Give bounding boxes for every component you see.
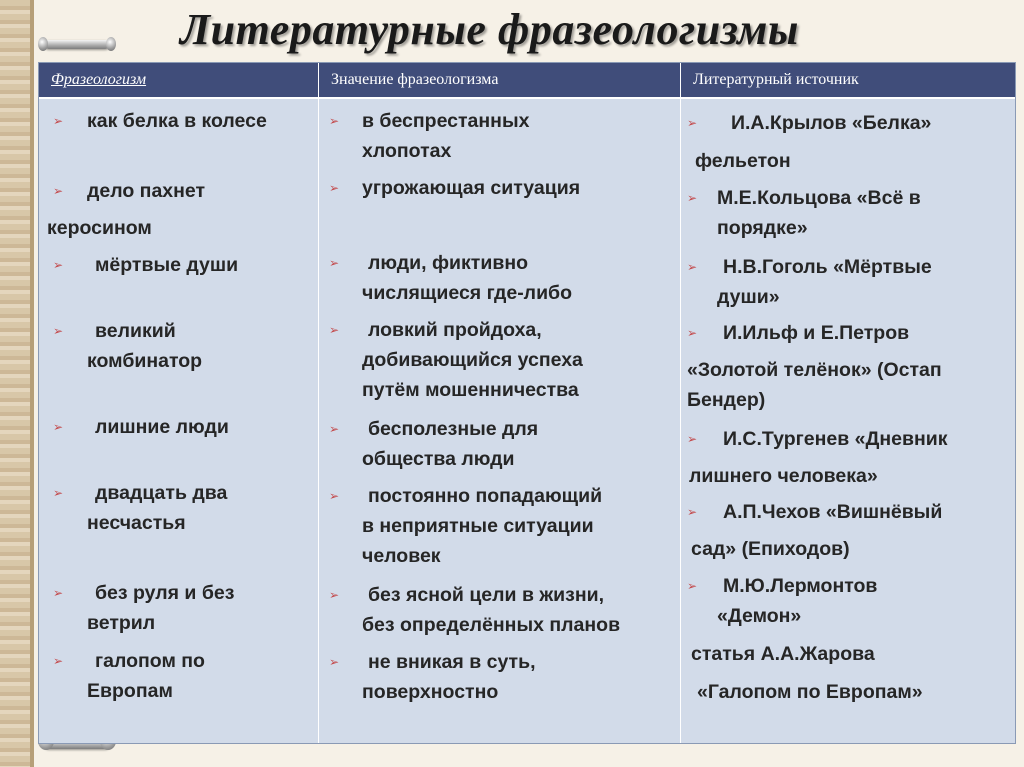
bullet-arrow-icon: ➢ xyxy=(53,486,64,500)
bullet-arrow-icon: ➢ xyxy=(687,505,698,519)
meaning-text: хлопотах xyxy=(362,140,452,162)
source-text: порядке» xyxy=(717,217,808,239)
meaning-text: добивающийся успеха xyxy=(362,349,583,371)
source-text: души» xyxy=(717,286,780,308)
source-text: «Демон» xyxy=(717,605,802,627)
bullet-arrow-icon: ➢ xyxy=(687,432,698,446)
phraseologism-text: великий xyxy=(95,320,176,342)
bullet-arrow-icon: ➢ xyxy=(687,116,698,130)
source-text: Бендер) xyxy=(687,389,766,411)
phraseologism-text: без руля и без xyxy=(95,582,235,604)
phraseologism-text: двадцать два xyxy=(95,482,228,504)
source-text: «Золотой телёнок» (Остап xyxy=(687,359,942,381)
source-text: сад» (Епиходов) xyxy=(691,538,850,560)
decorative-scroll-rod-top xyxy=(44,40,110,49)
source-text: фельетон xyxy=(695,150,791,172)
phraseologism-text: ветрил xyxy=(87,612,156,634)
bullet-arrow-icon: ➢ xyxy=(687,191,698,205)
phraseologism-text: как белка в колесе xyxy=(87,110,267,132)
table-header xyxy=(39,63,1015,99)
bullet-arrow-icon: ➢ xyxy=(53,420,64,434)
bullet-arrow-icon: ➢ xyxy=(329,655,340,669)
bullet-arrow-icon: ➢ xyxy=(53,184,64,198)
slide-title: Литературные фразеологизмы xyxy=(180,5,799,54)
meaning-text: не вникая в суть, xyxy=(368,651,536,673)
source-text: лишнего человека» xyxy=(689,465,878,487)
meaning-text: ловкий пройдоха, xyxy=(368,319,542,341)
bullet-arrow-icon: ➢ xyxy=(329,422,340,436)
source-text: М.Ю.Лермонтов xyxy=(723,575,878,597)
phraseologism-text: мёртвые души xyxy=(95,254,239,276)
meaning-text: поверхностно xyxy=(362,681,499,703)
meaning-text: человек xyxy=(362,545,441,567)
phraseologism-text: лишние люди xyxy=(95,416,229,438)
source-text: И.С.Тургенев «Дневник xyxy=(723,428,948,450)
meaning-text: без ясной цели в жизни, xyxy=(368,584,605,606)
bullet-arrow-icon: ➢ xyxy=(687,326,698,340)
source-text: «Галопом по Европам» xyxy=(697,681,923,703)
source-text: Н.В.Гоголь «Мёртвые xyxy=(723,256,932,278)
meaning-text: путём мошенничества xyxy=(362,379,579,401)
bullet-arrow-icon: ➢ xyxy=(329,588,340,602)
source-text: И.А.Крылов «Белка» xyxy=(731,112,932,134)
bullet-arrow-icon: ➢ xyxy=(53,586,64,600)
source-text: М.Е.Кольцова «Всё в xyxy=(717,187,921,209)
header-source: Литературный источник xyxy=(693,71,859,88)
bullet-arrow-icon: ➢ xyxy=(687,579,698,593)
bullet-arrow-icon: ➢ xyxy=(53,324,64,338)
meaning-text: в неприятные ситуации xyxy=(362,515,594,537)
bullet-arrow-icon: ➢ xyxy=(53,114,64,128)
bullet-arrow-icon: ➢ xyxy=(53,258,64,272)
meaning-text: люди, фиктивно xyxy=(368,252,529,274)
phraseologism-text: Европам xyxy=(87,680,173,702)
meaning-text: угрожающая ситуация xyxy=(362,177,581,199)
phraseologism-text: дело пахнет xyxy=(87,180,206,202)
phraseologism-text: галопом по xyxy=(95,650,205,672)
bullet-arrow-icon: ➢ xyxy=(329,181,340,195)
bullet-arrow-icon: ➢ xyxy=(53,654,64,668)
meaning-text: бесполезные для xyxy=(368,418,539,440)
decorative-border-strip xyxy=(0,0,30,767)
bullet-arrow-icon: ➢ xyxy=(329,489,340,503)
source-text: А.П.Чехов «Вишнёвый xyxy=(723,501,943,523)
header-meaning: Значение фразеологизма xyxy=(331,71,499,88)
meaning-text: в беспрестанных xyxy=(362,110,530,132)
source-text: И.Ильф и Е.Петров xyxy=(723,322,910,344)
phraseologism-text: керосином xyxy=(47,217,152,239)
column-divider xyxy=(318,63,319,743)
meaning-text: общества люди xyxy=(362,448,515,470)
bullet-arrow-icon: ➢ xyxy=(687,260,698,274)
phraseologism-text: комбинатор xyxy=(87,350,203,372)
bullet-arrow-icon: ➢ xyxy=(329,256,340,270)
meaning-text: постоянно попадающий xyxy=(368,485,603,507)
phraseology-table xyxy=(38,62,1016,744)
meaning-text: числящиеся где-либо xyxy=(362,282,573,304)
meaning-text: без определённых планов xyxy=(362,614,621,636)
column-divider xyxy=(680,63,681,743)
source-text: статья А.А.Жарова xyxy=(691,643,875,665)
bullet-arrow-icon: ➢ xyxy=(329,323,340,337)
header-phraseologism: Фразеологизм xyxy=(51,71,147,88)
phraseologism-text: несчастья xyxy=(87,512,186,534)
bullet-arrow-icon: ➢ xyxy=(329,114,340,128)
